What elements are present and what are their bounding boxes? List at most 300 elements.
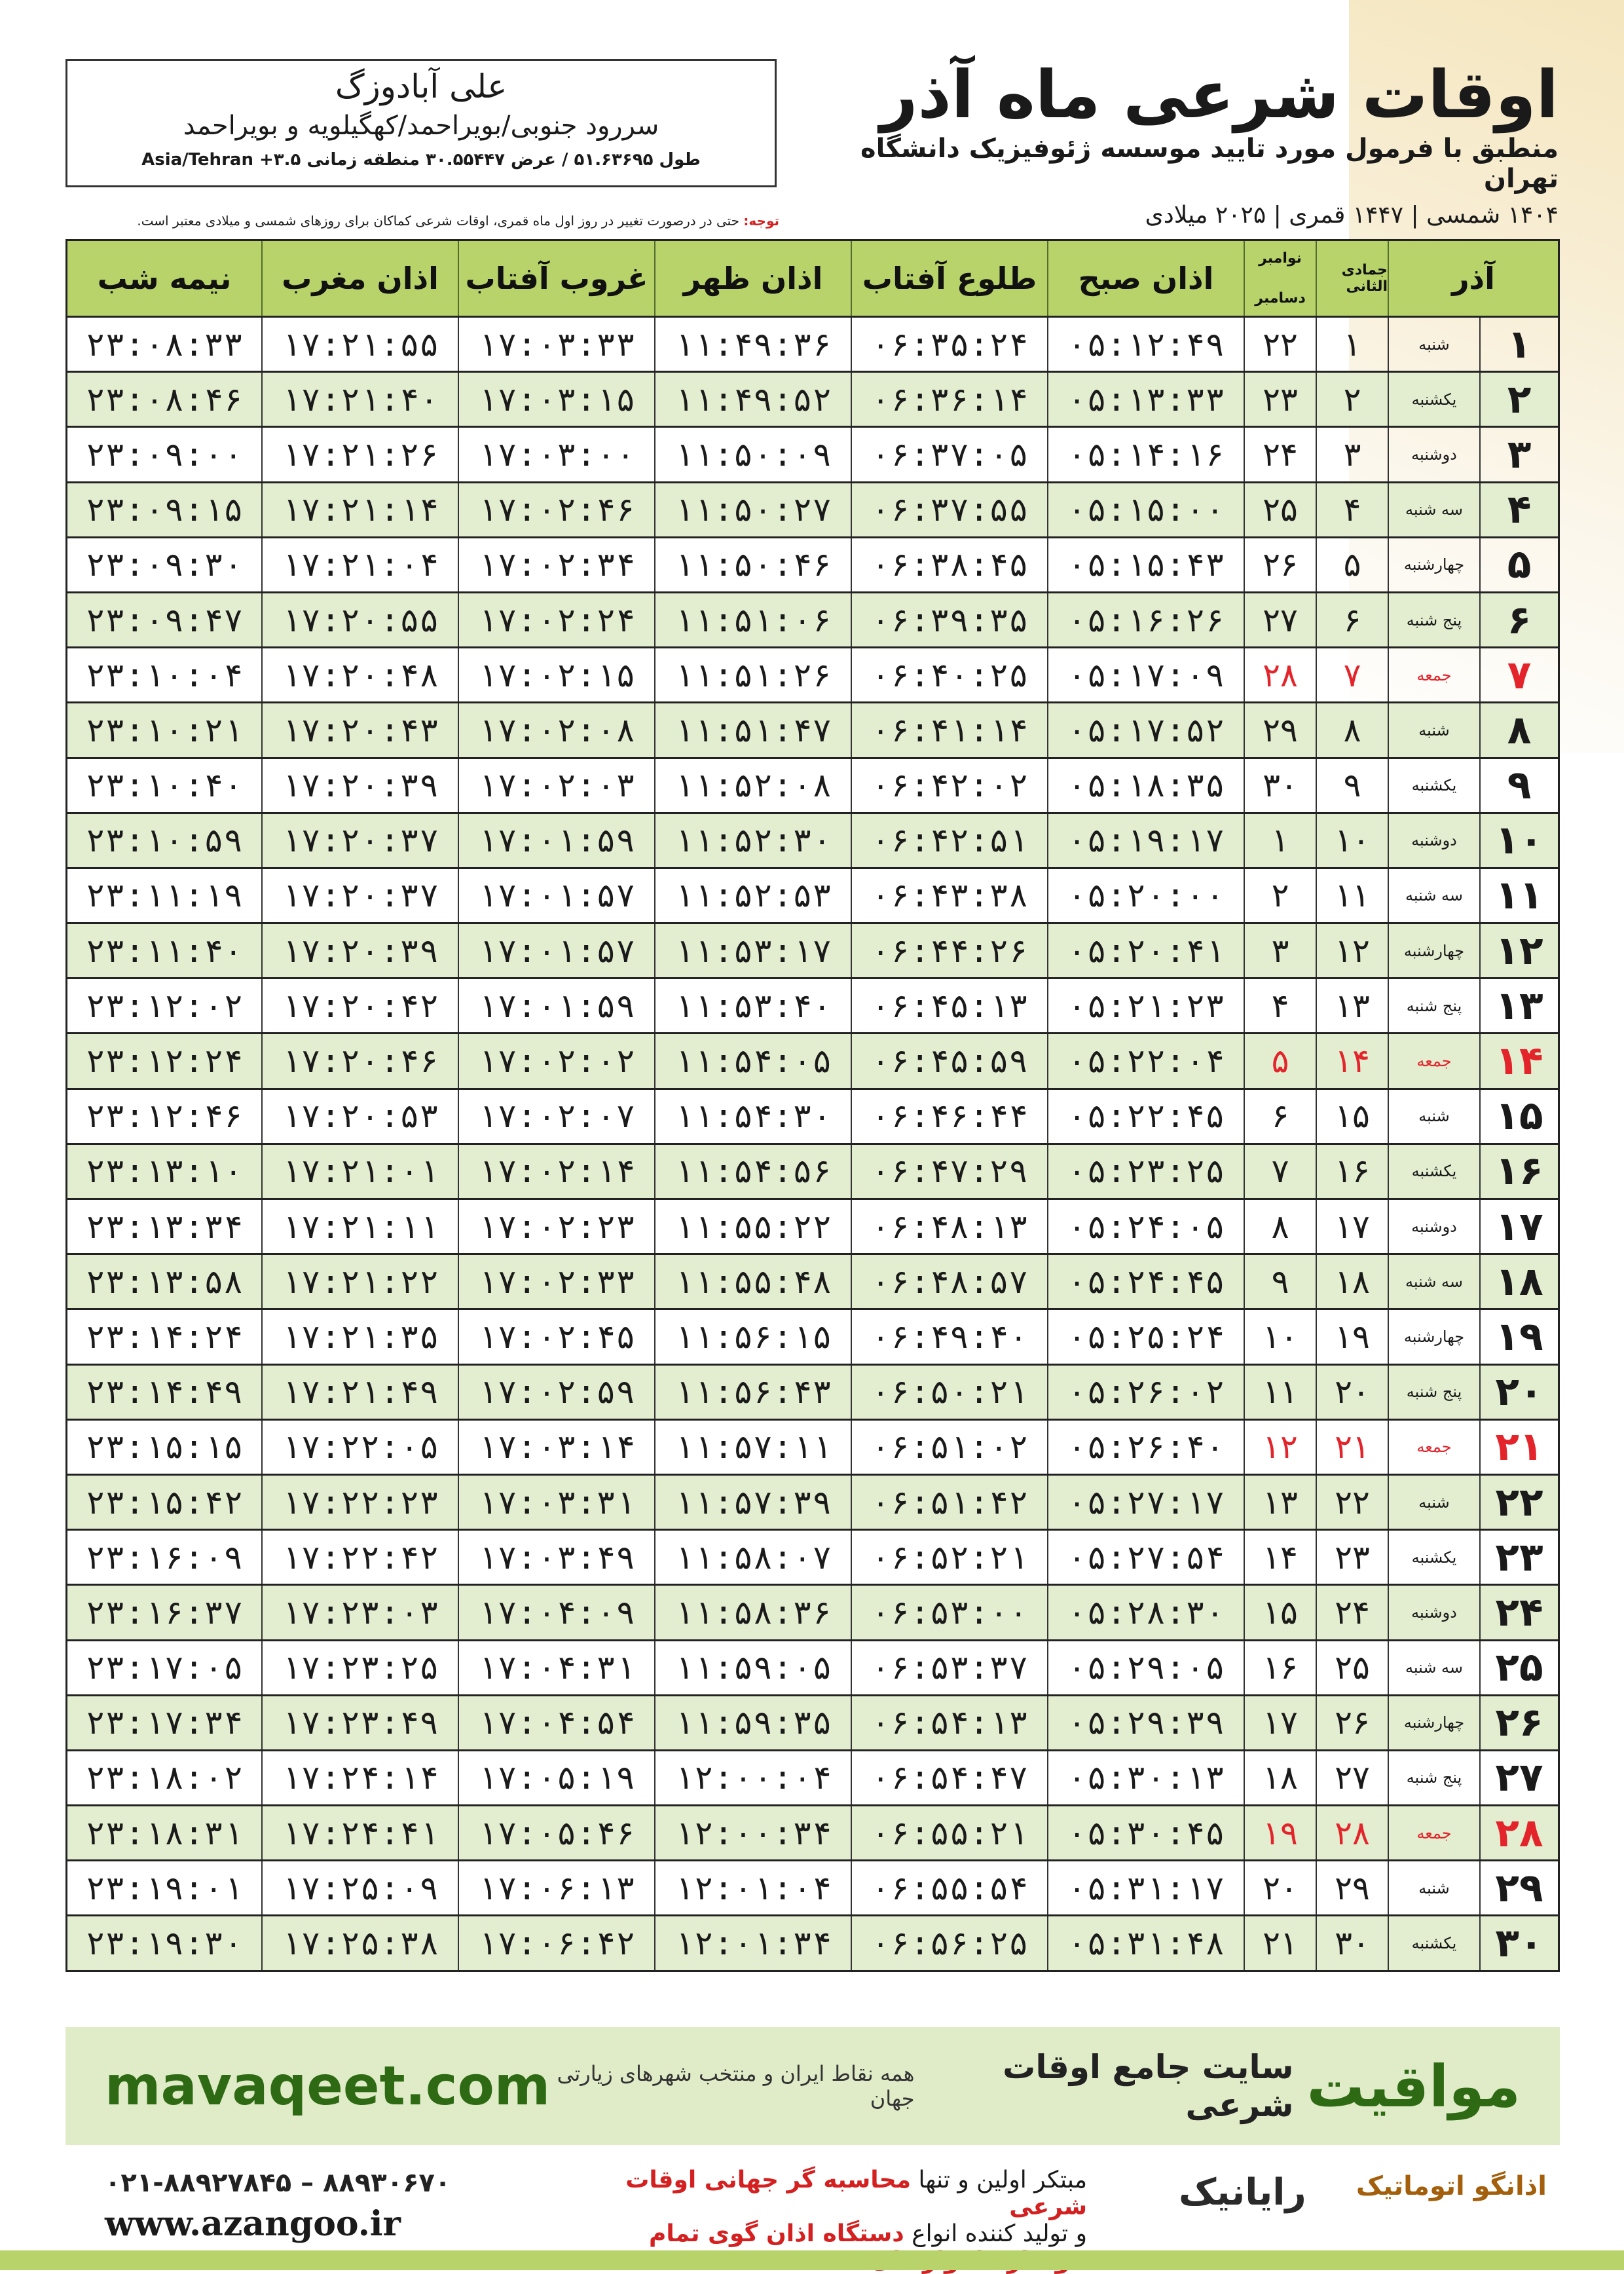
gregorian-cell: ۱۱ (1244, 1366, 1316, 1419)
maghrib-cell: ۱۷:۲۰:۵۳ (261, 1090, 458, 1143)
sunrise-cell: ۰۶:۵۰:۲۱ (851, 1366, 1047, 1419)
midnight-cell: ۲۳:۰۸:۳۳ (85, 325, 244, 363)
city-info-box (65, 59, 777, 187)
maghrib-cell: ۱۷:۲۳:۴۹ (261, 1696, 458, 1749)
dhuhr-cell: ۱۱:۵۴:۳۰ (654, 1090, 851, 1143)
sunrise-cell: ۰۶:۴۷:۲۹ (851, 1145, 1047, 1198)
weekday-cell: پنج شنبه (1388, 593, 1479, 646)
weekday-cell: سه شنبه (1388, 483, 1479, 536)
dhuhr-cell: ۱۱:۵۹:۰۵ (654, 1641, 851, 1694)
weekday-cell: دوشنبه (1388, 814, 1479, 867)
sunset-cell: ۱۷:۰۴:۳۱ (458, 1641, 654, 1694)
day-cell: ۱۷ (1479, 1200, 1558, 1253)
hijri-cell: ۱۰ (1316, 814, 1388, 867)
title-block (805, 56, 1559, 229)
sunset-cell: ۱۷:۰۲:۱۴ (458, 1145, 654, 1198)
fajr-cell: ۰۵:۲۶:۰۲ (1047, 1366, 1244, 1419)
midnight-cell: ۲۳:۱۱:۱۹ (85, 876, 244, 915)
promo-line-1 (563, 2167, 1087, 2220)
day-cell: ۲۰ (1479, 1366, 1558, 1419)
sunrise-cell: ۰۶:۳۶:۱۴ (851, 373, 1047, 426)
weekday-cell: دوشنبه (1388, 1586, 1479, 1639)
weekday-cell: سه شنبه (1388, 869, 1479, 922)
gregorian-months (1255, 241, 1305, 316)
header-hijri: جمادی الثانی (1316, 241, 1388, 316)
maghrib-cell: ۱۷:۲۰:۴۶ (261, 1034, 458, 1087)
day-cell: ۷ (1479, 648, 1558, 701)
brand-name: مواقیت (1306, 2052, 1521, 2120)
maghrib-cell: ۱۷:۲۰:۳۷ (261, 869, 458, 922)
header-greg-top: نوامبر (1259, 250, 1302, 267)
sunrise-cell: ۰۶:۴۲:۵۱ (851, 814, 1047, 867)
sunset-cell: ۱۷:۰۲:۰۸ (458, 703, 654, 756)
hijri-cell: ۳۰ (1316, 1916, 1388, 1969)
gregorian-cell: ۹ (1244, 1255, 1316, 1308)
sunrise-cell: ۰۶:۵۴:۴۷ (851, 1751, 1047, 1804)
gregorian-cell: ۱۸ (1244, 1751, 1316, 1804)
table-row (65, 924, 1560, 979)
midnight-cell: ۲۳:۰۸:۴۶ (85, 380, 244, 419)
gregorian-cell: ۱۹ (1244, 1806, 1316, 1859)
fajr-cell: ۰۵:۳۱:۴۸ (1047, 1916, 1244, 1969)
sunset-cell: ۱۷:۰۳:۳۳ (458, 318, 654, 371)
dhuhr-cell: ۱۱:۵۸:۰۷ (654, 1531, 851, 1584)
table-row (65, 1310, 1560, 1365)
sunrise-cell: ۰۶:۴۳:۳۸ (851, 869, 1047, 922)
sunset-cell: ۱۷:۰۳:۰۰ (458, 428, 654, 481)
hijri-cell: ۲۵ (1316, 1641, 1388, 1694)
fajr-cell: ۰۵:۱۶:۲۶ (1047, 593, 1244, 646)
gregorian-cell: ۱۵ (1244, 1586, 1316, 1639)
weekday-cell: چهارشنبه (1388, 538, 1479, 591)
weekday-cell: چهارشنبه (1388, 1310, 1479, 1363)
weekday-cell: دوشنبه (1388, 428, 1479, 481)
sunset-cell: ۱۷:۰۱:۵۷ (458, 924, 654, 977)
midnight-cell: ۲۳:۱۰:۵۹ (85, 821, 244, 860)
day-cell: ۴ (1479, 483, 1558, 536)
sunset-cell: ۱۷:۰۲:۳۴ (458, 538, 654, 591)
fajr-cell: ۰۵:۲۶:۴۰ (1047, 1421, 1244, 1474)
midnight-cell: ۲۳:۰۹:۰۰ (85, 435, 244, 474)
dhuhr-cell: ۱۱:۵۵:۲۲ (654, 1200, 851, 1253)
fajr-cell: ۰۵:۲۳:۲۵ (1047, 1145, 1244, 1198)
midnight-cell: ۲۳:۱۹:۰۱ (85, 1869, 244, 1907)
midnight-cell: ۲۳:۱۰:۴۰ (85, 766, 244, 805)
table-body (65, 318, 1560, 1972)
sunset-cell: ۱۷:۰۲:۴۶ (458, 483, 654, 536)
table-row (65, 1531, 1560, 1586)
hijri-cell: ۱۵ (1316, 1090, 1388, 1143)
maghrib-cell: ۱۷:۲۱:۰۱ (261, 1145, 458, 1198)
hijri-cell: ۲۰ (1316, 1366, 1388, 1419)
fajr-cell: ۰۵:۲۸:۳۰ (1047, 1586, 1244, 1639)
sunset-cell: ۱۷:۰۶:۴۲ (458, 1916, 654, 1969)
note-text: حتی در درصورت تغییر در روز اول ماه قمری، اوقات شرعی کماکان برای روزهای شمسی و میلادی معتبر است. (137, 213, 740, 229)
gregorian-cell: ۴ (1244, 979, 1316, 1032)
dhuhr-cell: ۱۱:۴۹:۵۲ (654, 373, 851, 426)
table-row (65, 1586, 1560, 1641)
phone-numbers: ۰۲۱-۸۸۹۲۷۸۴۵ – ۸۸۹۳۰۶۷۰ (105, 2168, 451, 2198)
fajr-cell: ۰۵:۱۹:۱۷ (1047, 814, 1244, 867)
sunrise-cell: ۰۶:۵۱:۰۲ (851, 1421, 1047, 1474)
maghrib-cell: ۱۷:۲۳:۰۳ (261, 1586, 458, 1639)
dhuhr-cell: ۱۲:۰۰:۰۴ (654, 1751, 851, 1804)
midnight-cell: ۲۳:۱۷:۳۴ (85, 1704, 244, 1742)
dhuhr-cell: ۱۱:۵۰:۲۷ (654, 483, 851, 536)
dhuhr-cell: ۱۱:۵۲:۵۳ (654, 869, 851, 922)
weekday-cell: جمعه (1388, 1034, 1479, 1087)
dhuhr-cell: ۱۱:۵۱:۴۷ (654, 703, 851, 756)
weekday-cell: پنج شنبه (1388, 979, 1479, 1032)
hijri-cell: ۲۲ (1316, 1476, 1388, 1529)
hijri-cell: ۱۴ (1316, 1034, 1388, 1087)
midnight-cell: ۲۳:۱۴:۴۹ (85, 1373, 244, 1411)
fajr-cell: ۰۵:۲۴:۰۵ (1047, 1200, 1244, 1253)
weekday-cell: شنبه (1388, 1090, 1479, 1143)
sunrise-cell: ۰۶:۴۸:۱۳ (851, 1200, 1047, 1253)
sunset-cell: ۱۷:۰۲:۴۵ (458, 1310, 654, 1363)
table-row (65, 373, 1560, 428)
midnight-cell: ۲۳:۱۹:۳۰ (85, 1924, 244, 1963)
sunset-cell: ۱۷:۰۲:۰۳ (458, 759, 654, 812)
midnight-cell: ۲۳:۰۹:۳۰ (85, 546, 244, 584)
weekday-cell: پنج شنبه (1388, 1751, 1479, 1804)
table-header (65, 239, 1560, 318)
city-coordinates: طول ۵۱.۶۳۶۹۵ / عرض ۳۰.۵۵۴۴۷ منطقه زمانی ۳.۵+ Asia/Tehran (141, 150, 701, 170)
weekday-cell: جمعه (1388, 1806, 1479, 1859)
maghrib-cell: ۱۷:۲۲:۴۲ (261, 1531, 458, 1584)
dhuhr-cell: ۱۱:۴۹:۳۶ (654, 318, 851, 371)
hijri-cell: ۲۸ (1316, 1806, 1388, 1859)
maghrib-cell: ۱۷:۲۱:۲۶ (261, 428, 458, 481)
hijri-cell: ۱۳ (1316, 979, 1388, 1032)
fajr-cell: ۰۵:۲۹:۰۵ (1047, 1641, 1244, 1694)
midnight-cell: ۲۳:۱۰:۲۱ (85, 711, 244, 749)
day-cell: ۹ (1479, 759, 1558, 812)
midnight-cell: ۲۳:۱۳:۳۴ (85, 1207, 244, 1246)
dhuhr-cell: ۱۱:۵۰:۰۹ (654, 428, 851, 481)
brand-tagline: سایت جامع اوقات شرعی (1003, 2048, 1294, 2124)
day-cell: ۱۳ (1479, 979, 1558, 1032)
fajr-cell: ۰۵:۱۷:۵۲ (1047, 703, 1244, 756)
gregorian-cell: ۲۲ (1244, 318, 1316, 371)
dhuhr-cell: ۱۱:۵۱:۰۶ (654, 593, 851, 646)
sunrise-cell: ۰۶:۴۰:۲۵ (851, 648, 1047, 701)
day-cell: ۶ (1479, 593, 1558, 646)
sunrise-cell: ۰۶:۴۴:۲۶ (851, 924, 1047, 977)
gregorian-cell: ۲۰ (1244, 1861, 1316, 1914)
gregorian-cell: ۵ (1244, 1034, 1316, 1087)
table-row (65, 1200, 1560, 1255)
midnight-cell: ۲۳:۰۹:۱۵ (85, 491, 244, 529)
maghrib-cell: ۱۷:۲۰:۵۵ (261, 593, 458, 646)
dhuhr-cell: ۱۲:۰۱:۳۴ (654, 1916, 851, 1969)
weekday-cell: پنج شنبه (1388, 1366, 1479, 1419)
dhuhr-cell: ۱۱:۵۹:۳۵ (654, 1696, 851, 1749)
fajr-cell: ۰۵:۲۵:۲۴ (1047, 1310, 1244, 1363)
day-cell: ۱۴ (1479, 1034, 1558, 1087)
fajr-cell: ۰۵:۲۱:۲۳ (1047, 979, 1244, 1032)
sunset-cell: ۱۷:۰۵:۴۶ (458, 1806, 654, 1859)
hijri-cell: ۱۱ (1316, 869, 1388, 922)
maghrib-cell: ۱۷:۲۲:۰۵ (261, 1421, 458, 1474)
dhuhr-cell: ۱۱:۵۰:۴۶ (654, 538, 851, 591)
weekday-cell: چهارشنبه (1388, 1696, 1479, 1749)
maghrib-cell: ۱۷:۲۱:۴۹ (261, 1366, 458, 1419)
banner-brand (550, 2048, 1521, 2124)
maghrib-cell: ۱۷:۲۵:۰۹ (261, 1861, 458, 1914)
day-cell: ۲۶ (1479, 1696, 1558, 1749)
site-url[interactable]: mavaqeet.com (105, 2055, 551, 2117)
fajr-cell: ۰۵:۱۵:۰۰ (1047, 483, 1244, 536)
hijri-cell: ۱۹ (1316, 1310, 1388, 1363)
fajr-cell: ۰۵:۱۴:۱۶ (1047, 428, 1244, 481)
gregorian-cell: ۳ (1244, 924, 1316, 977)
midnight-cell: ۲۳:۱۳:۱۰ (85, 1152, 244, 1191)
midnight-cell: ۲۳:۱۸:۳۱ (85, 1814, 244, 1852)
promo-line-2-pre: و تولید کننده انواع (912, 2220, 1087, 2247)
gregorian-cell: ۲ (1244, 869, 1316, 922)
hijri-cell: ۴ (1316, 483, 1388, 536)
bottom-bar (0, 2250, 1624, 2270)
maghrib-cell: ۱۷:۲۳:۲۵ (261, 1641, 458, 1694)
dhuhr-cell: ۱۱:۵۳:۱۷ (654, 924, 851, 977)
sunrise-cell: ۰۶:۳۷:۰۵ (851, 428, 1047, 481)
maghrib-cell: ۱۷:۲۰:۳۹ (261, 924, 458, 977)
sunset-cell: ۱۷:۰۴:۰۹ (458, 1586, 654, 1639)
footer (65, 2161, 1560, 2246)
dhuhr-cell: ۱۲:۰۱:۰۴ (654, 1861, 851, 1914)
table-row (65, 593, 1560, 648)
gregorian-cell: ۱۴ (1244, 1531, 1316, 1584)
table-row (65, 1255, 1560, 1310)
header-midnight: نیمه شب (97, 261, 232, 296)
city-region: سررود جنوبی/بویراحمد/کهگیلویه و بویراحمد (183, 111, 659, 141)
hijri-cell: ۱ (1316, 318, 1388, 371)
rayanik-logo: رایانیک (1179, 2171, 1306, 2214)
hijri-cell: ۲ (1316, 373, 1388, 426)
dhuhr-cell: ۱۱:۵۶:۱۵ (654, 1310, 851, 1363)
azangoo-logo: اذانگو اتوماتیک (1356, 2171, 1547, 2201)
hijri-cell: ۲۱ (1316, 1421, 1388, 1474)
sunrise-cell: ۰۶:۴۱:۱۴ (851, 703, 1047, 756)
city-name: علی آبادوزگ (335, 67, 507, 105)
day-cell: ۱۸ (1479, 1255, 1558, 1308)
dhuhr-cell: ۱۱:۵۱:۲۶ (654, 648, 851, 701)
header-sunset: غروب آفتاب (458, 241, 654, 316)
table-row (65, 1421, 1560, 1476)
table-row (65, 1641, 1560, 1696)
sunrise-cell: ۰۶:۵۲:۲۱ (851, 1531, 1047, 1584)
page-title: اوقات شرعی ماه آذر (879, 56, 1559, 133)
table-row (65, 814, 1560, 869)
sunset-cell: ۱۷:۰۳:۱۵ (458, 373, 654, 426)
day-cell: ۵ (1479, 538, 1558, 591)
day-cell: ۲۲ (1479, 1476, 1558, 1529)
day-cell: ۱۰ (1479, 814, 1558, 867)
sunrise-cell: ۰۶:۵۶:۲۵ (851, 1916, 1047, 1969)
gregorian-cell: ۲۳ (1244, 373, 1316, 426)
maghrib-cell: ۱۷:۲۰:۳۷ (261, 814, 458, 867)
gregorian-cell: ۲۵ (1244, 483, 1316, 536)
table-row (65, 1916, 1560, 1971)
fajr-cell: ۰۵:۲۷:۵۴ (1047, 1531, 1244, 1584)
midnight-cell: ۲۳:۱۰:۰۴ (85, 656, 244, 694)
dhuhr-cell: ۱۱:۵۶:۴۳ (654, 1366, 851, 1419)
day-cell: ۳۰ (1479, 1916, 1558, 1969)
sunrise-cell: ۰۶:۴۵:۱۳ (851, 979, 1047, 1032)
hijri-cell: ۲۴ (1316, 1586, 1388, 1639)
weekday-cell: سه شنبه (1388, 1641, 1479, 1694)
midnight-cell: ۲۳:۱۲:۴۶ (85, 1097, 244, 1136)
table-row (65, 979, 1560, 1034)
maghrib-cell: ۱۷:۲۱:۵۵ (261, 318, 458, 371)
weekday-cell: چهارشنبه (1388, 924, 1479, 977)
midnight-cell: ۲۳:۱۶:۳۷ (85, 1593, 244, 1631)
maghrib-cell: ۱۷:۲۲:۲۳ (261, 1476, 458, 1529)
maghrib-cell: ۱۷:۲۵:۳۸ (261, 1916, 458, 1969)
promo-line-2-bold: دستگاه اذان گوی تمام (648, 2220, 904, 2247)
hijri-cell: ۲۷ (1316, 1751, 1388, 1804)
day-cell: ۲۴ (1479, 1586, 1558, 1639)
promo-line-1-bold: محاسبه گر جهانی اوقات شرعی (625, 2167, 1087, 2220)
hijri-cell: ۹ (1316, 759, 1388, 812)
weekday-cell: شنبه (1388, 1476, 1479, 1529)
day-cell: ۱۹ (1479, 1310, 1558, 1363)
weekday-cell: دوشنبه (1388, 1200, 1479, 1253)
gregorian-cell: ۲۹ (1244, 703, 1316, 756)
day-cell: ۳ (1479, 428, 1558, 481)
sunset-cell: ۱۷:۰۳:۳۱ (458, 1476, 654, 1529)
hijri-cell: ۲۶ (1316, 1696, 1388, 1749)
table-row (65, 1751, 1560, 1806)
sunrise-cell: ۰۶:۴۸:۵۷ (851, 1255, 1047, 1308)
sunrise-cell: ۰۶:۵۳:۰۰ (851, 1586, 1047, 1639)
table-row (65, 1696, 1560, 1751)
sunset-cell: ۱۷:۰۲:۱۵ (458, 648, 654, 701)
weekday-cell: شنبه (1388, 1861, 1479, 1914)
note-label: توجه: (743, 213, 779, 229)
gregorian-cell: ۱۶ (1244, 1641, 1316, 1694)
header-maghrib: اذان مغرب (261, 241, 458, 316)
maghrib-cell: ۱۷:۲۱:۴۰ (261, 373, 458, 426)
day-cell: ۸ (1479, 703, 1558, 756)
weekday-cell: یکشنبه (1388, 1531, 1479, 1584)
day-cell: ۲ (1479, 373, 1558, 426)
table-row (65, 483, 1560, 538)
gregorian-cell: ۸ (1244, 1200, 1316, 1253)
sunrise-cell: ۰۶:۳۷:۵۵ (851, 483, 1047, 536)
hijri-cell: ۱۷ (1316, 1200, 1388, 1253)
sunset-cell: ۱۷:۰۶:۱۳ (458, 1861, 654, 1914)
weekday-cell: یکشنبه (1388, 1145, 1479, 1198)
sunset-cell: ۱۷:۰۳:۴۹ (458, 1531, 654, 1584)
page-subtitle: منطبق با فرمول مورد تایید موسسه ژئوفیزیک دانشگاه تهران (860, 134, 1559, 194)
sunset-cell: ۱۷:۰۲:۵۹ (458, 1366, 654, 1419)
header-fajr: اذان صبح (1047, 241, 1244, 316)
midnight-cell: ۲۳:۱۴:۲۴ (85, 1317, 244, 1356)
sunset-cell: ۱۷:۰۵:۱۹ (458, 1751, 654, 1804)
maghrib-cell: ۱۷:۲۱:۱۱ (261, 1200, 458, 1253)
sunrise-cell: ۰۶:۳۹:۳۵ (851, 593, 1047, 646)
midnight-cell: ۲۳:۱۶:۰۹ (85, 1538, 244, 1576)
promo-line-1-pre: مبتکر اولین و تنها (918, 2167, 1087, 2193)
gregorian-cell: ۲۷ (1244, 593, 1316, 646)
fajr-cell: ۰۵:۳۰:۴۵ (1047, 1806, 1244, 1859)
hijri-cell: ۱۲ (1316, 924, 1388, 977)
gregorian-cell: ۲۱ (1244, 1916, 1316, 1969)
maghrib-cell: ۱۷:۲۱:۱۴ (261, 483, 458, 536)
sunset-cell: ۱۷:۰۱:۵۹ (458, 979, 654, 1032)
maghrib-cell: ۱۷:۲۰:۴۸ (261, 648, 458, 701)
header-gregorian (1244, 241, 1316, 316)
dhuhr-cell: ۱۱:۵۴:۵۶ (654, 1145, 851, 1198)
hijri-cell: ۱۶ (1316, 1145, 1388, 1198)
fajr-cell: ۰۵:۲۹:۳۹ (1047, 1696, 1244, 1749)
hijri-cell: ۵ (1316, 538, 1388, 591)
hijri-cell: ۲۳ (1316, 1531, 1388, 1584)
brand-subline: همه نقاط ایران و منتخب شهرهای زیارتی جهان (557, 2061, 915, 2111)
sunrise-cell: ۰۶:۴۹:۴۰ (851, 1310, 1047, 1363)
sunrise-cell: ۰۶:۴۵:۵۹ (851, 1034, 1047, 1087)
sunrise-cell: ۰۶:۵۳:۳۷ (851, 1641, 1047, 1694)
fajr-cell: ۰۵:۲۲:۴۵ (1047, 1090, 1244, 1143)
header-greg-bottom: دسامبر (1255, 290, 1306, 307)
table-row (65, 1090, 1560, 1145)
gregorian-cell: ۱۲ (1244, 1421, 1316, 1474)
dhuhr-cell: ۱۱:۵۲:۰۸ (654, 759, 851, 812)
day-cell: ۱۲ (1479, 924, 1558, 977)
fajr-cell: ۰۵:۲۰:۰۰ (1047, 869, 1244, 922)
maghrib-cell: ۱۷:۲۱:۳۵ (261, 1310, 458, 1363)
hijri-cell: ۷ (1316, 648, 1388, 701)
maghrib-cell: ۱۷:۲۱:۰۴ (261, 538, 458, 591)
dhuhr-cell: ۱۱:۵۷:۱۱ (654, 1421, 851, 1474)
dhuhr-cell: ۱۱:۵۸:۳۶ (654, 1586, 851, 1639)
day-cell: ۱۵ (1479, 1090, 1558, 1143)
table-row (65, 538, 1560, 593)
mavaqeet-banner (65, 2027, 1560, 2145)
table-row (65, 703, 1560, 758)
dhuhr-cell: ۱۱:۵۴:۰۵ (654, 1034, 851, 1087)
weekday-cell: جمعه (1388, 648, 1479, 701)
fajr-cell: ۰۵:۳۱:۱۷ (1047, 1861, 1244, 1914)
fajr-cell: ۰۵:۲۴:۴۵ (1047, 1255, 1244, 1308)
gregorian-cell: ۱۷ (1244, 1696, 1316, 1749)
weekday-cell: جمعه (1388, 1421, 1479, 1474)
azangoo-url[interactable]: www.azangoo.ir (105, 2204, 401, 2244)
hijri-cell: ۶ (1316, 593, 1388, 646)
sunset-cell: ۱۷:۰۲:۲۳ (458, 1200, 654, 1253)
hijri-cell: ۸ (1316, 703, 1388, 756)
sunrise-cell: ۰۶:۳۵:۲۴ (851, 318, 1047, 371)
sunrise-cell: ۰۶:۴۲:۰۲ (851, 759, 1047, 812)
fajr-cell: ۰۵:۱۵:۴۳ (1047, 538, 1244, 591)
gregorian-cell: ۱۰ (1244, 1310, 1316, 1363)
maghrib-cell: ۱۷:۲۰:۳۹ (261, 759, 458, 812)
gregorian-cell: ۶ (1244, 1090, 1316, 1143)
sunrise-cell: ۰۶:۵۱:۴۲ (851, 1476, 1047, 1529)
table-row (65, 1366, 1560, 1421)
fajr-cell: ۰۵:۱۲:۴۹ (1047, 318, 1244, 371)
hijri-cell: ۳ (1316, 428, 1388, 481)
gregorian-cell: ۲۶ (1244, 538, 1316, 591)
maghrib-cell: ۱۷:۲۰:۴۲ (261, 979, 458, 1032)
weekday-cell: یکشنبه (1388, 759, 1479, 812)
gregorian-cell: ۲۴ (1244, 428, 1316, 481)
midnight-cell: ۲۳:۱۲:۲۴ (85, 1042, 244, 1081)
sunrise-cell: ۰۶:۴۶:۴۴ (851, 1090, 1047, 1143)
